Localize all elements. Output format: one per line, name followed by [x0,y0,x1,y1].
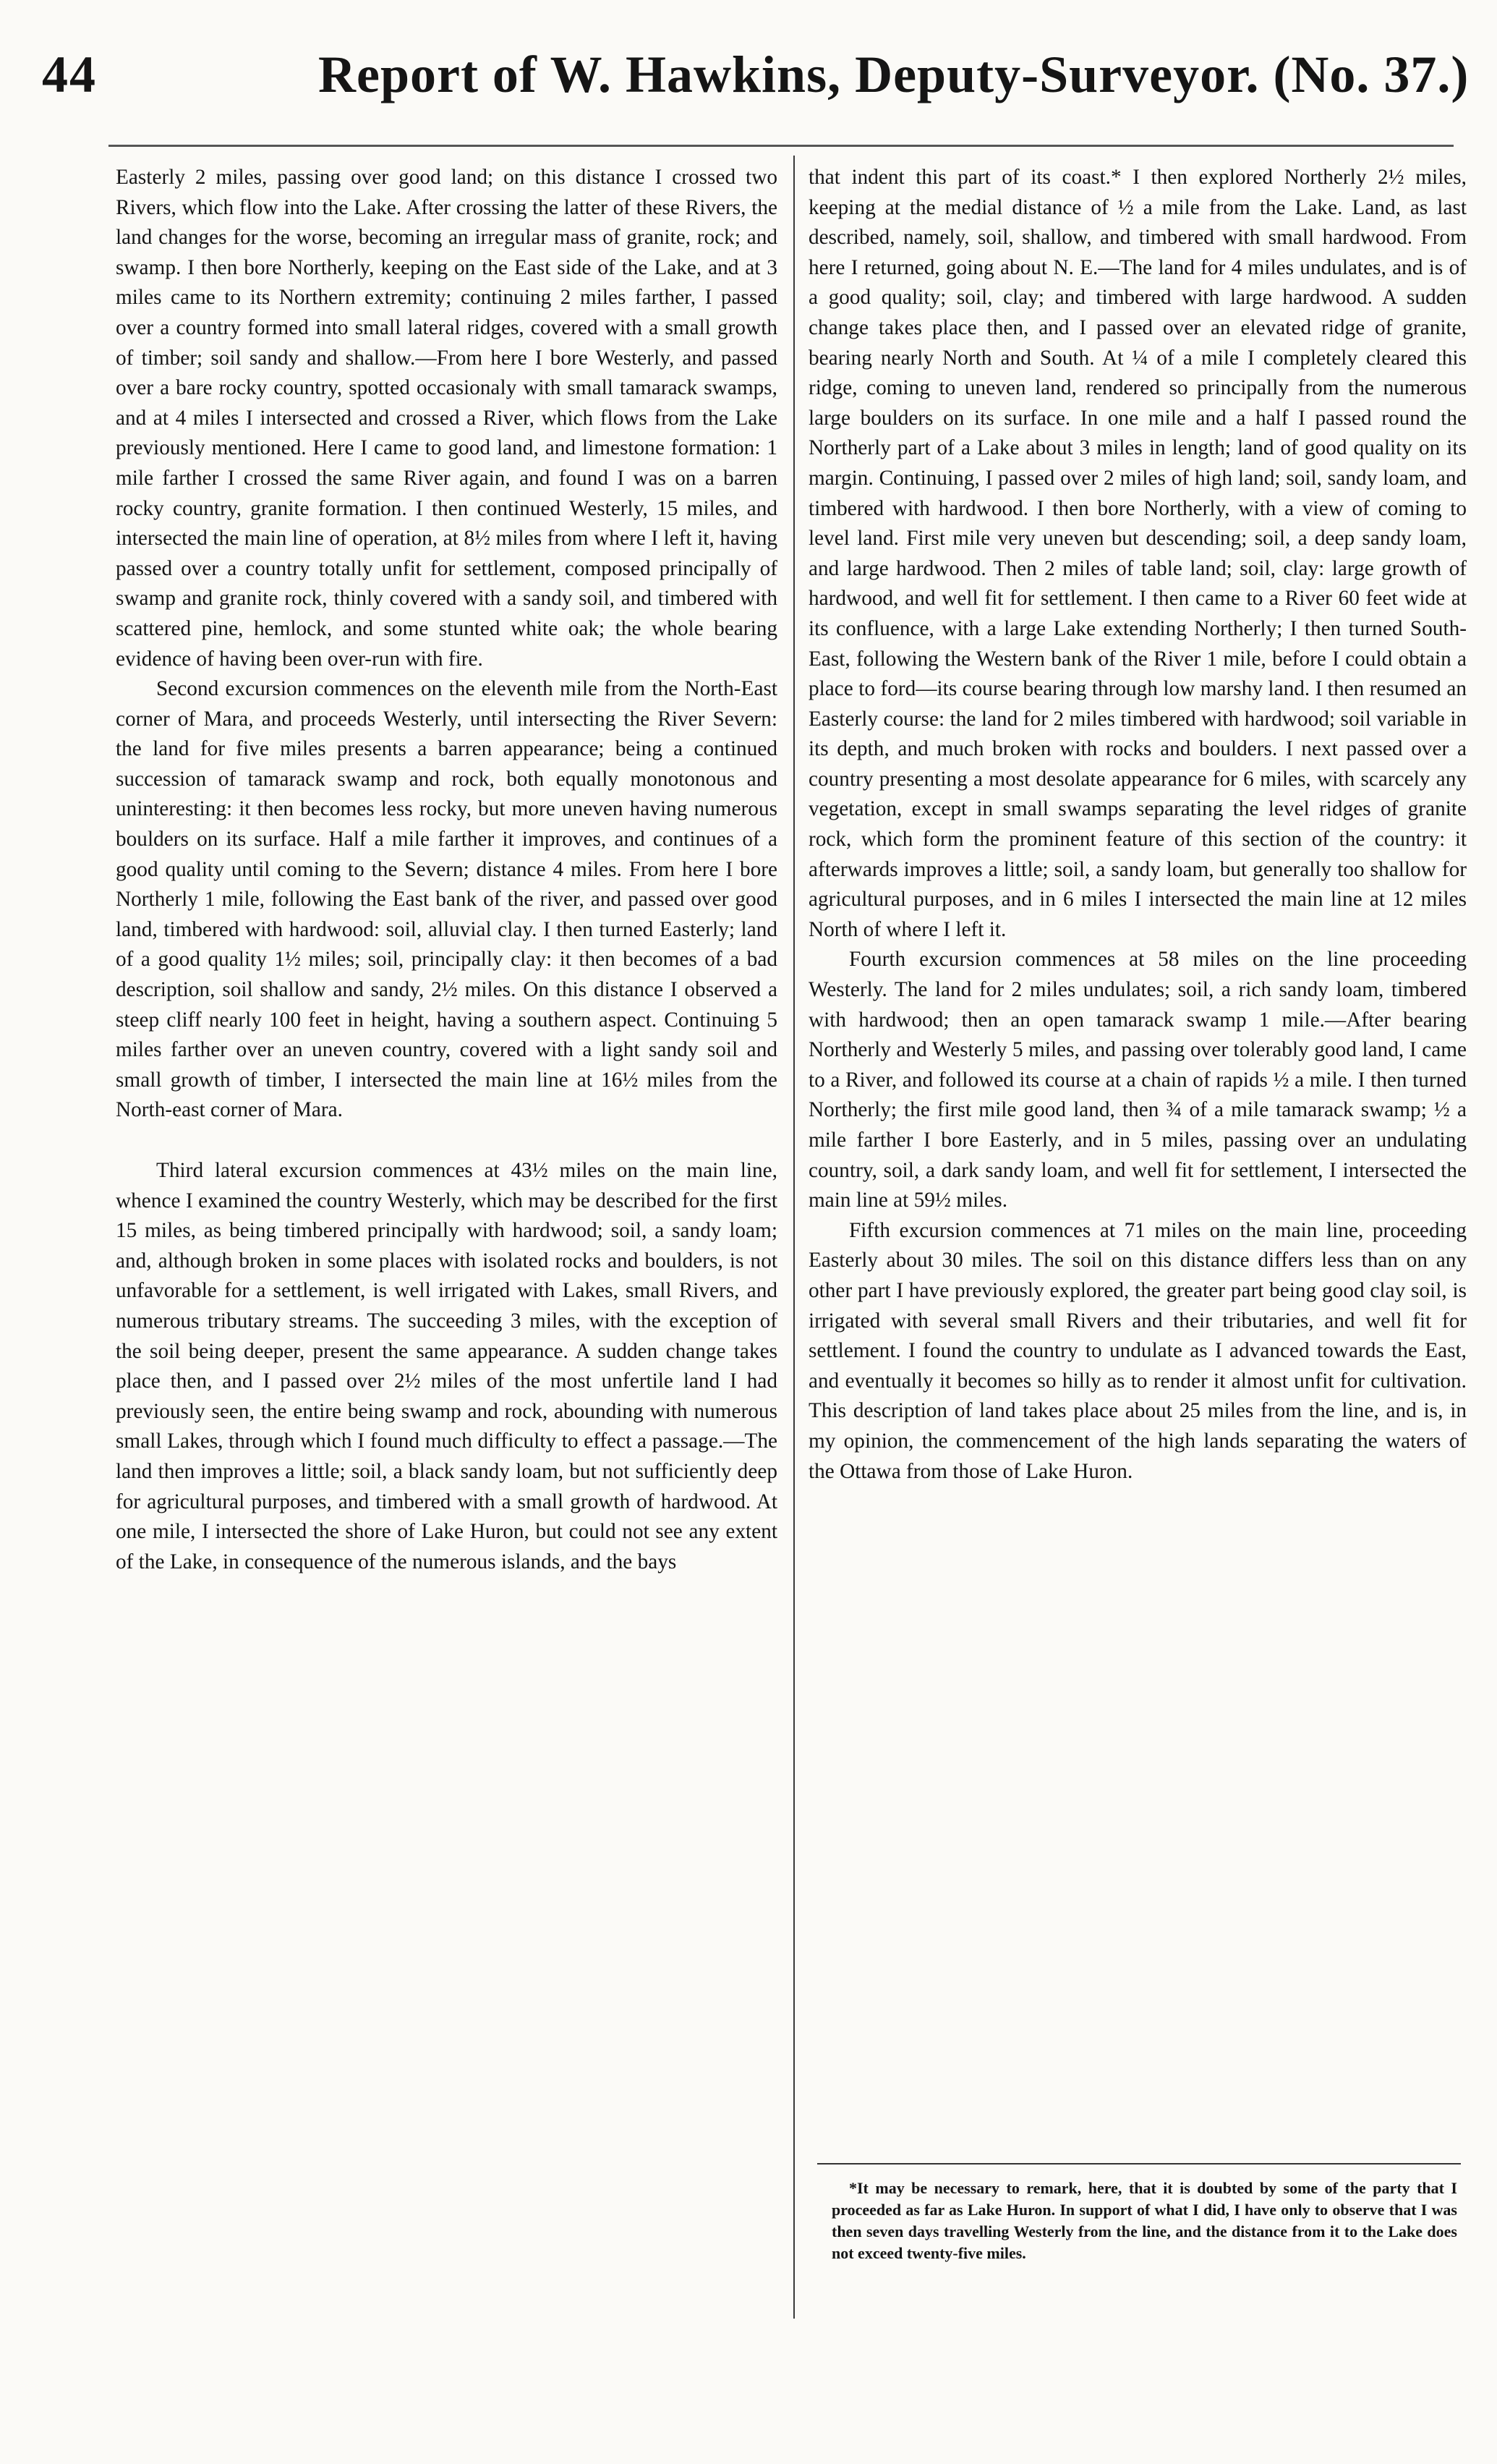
left-paragraph-1: Easterly 2 miles, passing over good land; on this distance I crossed two Rivers, which flow into the Lake. After crossing the latter of these Rivers, the land changes for the worse, becoming an irregular mass of granite, rock; and swamp. I then bore Northerly, keeping on the East side of the Lake, and at 3 miles came to its Northern extremity; continuing 2 miles farther, I passed over a country formed into small lateral ridges, covered with a small growth of timber; soil sandy and shallow.—From here I bore Westerly, and passed over a bare rocky country, spotted occasionaly with small tamarack swamps, and at 4 miles I intersected and crossed a River, which flows from the Lake previously mentioned. Here I came to good land, and limestone formation: 1 mile farther I crossed the same River again, and found I was on a barren rocky country, granite formation. I then continued Westerly, 15 miles, and intersected the main line of operation, at 8½ miles from where I left it, having passed over a country totally unfit for settlement, composed principally of swamp and granite rock, thinly covered with a sandy soil, and timbered with scattered pine, hemlock, and some stunted white oak; the whole bearing evidence of having been over-run with fire. [116,166,777,671]
footnote-rule [817,2163,1461,2165]
left-paragraph-2: Second excursion commences on the eleventh mile from the North-East corner of Mara, and proceeds Westerly, until intersecting the River Severn: the land for five miles presents a barren appearance; being a continued succession of tamarack swamp and rock, both equally monotonous and uninteresting: it then becomes less rocky, but more uneven having numerous boulders on its surface. Half a mile farther it improves, and continues of a good quality until coming to the Severn; distance 4 miles. From here I bore Northerly 1 mile, following the East bank of the river, and passed over good land, timbered with hardwood: soil, alluvial clay. I then turned Easterly; land of a good quality 1½ miles; soil, principally clay: it then becomes of a bad description, soil shallow and sandy, 2½ miles. On this distance I observed a steep cliff nearly 100 feet in height, having a southern aspect. Continuing 5 miles farther over an uneven country, covered with a light sandy soil and small growth of timber, I intersected the main line at 16½ miles from the North-east corner of Mara. [116,677,777,1122]
right-column [809,163,1467,1487]
right-paragraph-3: Fifth excursion commences at 71 miles on the main line, proceeding Easterly about 30 miles. The soil on this distance differs less than on any other part I have previously explored, the greater part being good clay soil, is irrigated with several small Rivers and their tributaries, and well fit for settlement. I found the country to undulate as I advanced towards the East, and eventually it becomes so hilly as to render it almost unfit for cultivation. This description of land takes place about 25 miles from the line, and is, in my opinion, the commencement of the high lands separating the waters of the Ottawa from those of Lake Huron. [809,1218,1467,1483]
page-title: Report of W. Hawkins, Deputy-Surveyor. (No. 37.) [318,46,1470,103]
page-number: 44 [42,46,97,103]
right-paragraph-2: Fourth excursion commences at 58 miles on the line proceeding Westerly. The land for 2 miles undulates; soil, a rich sandy loam, timbered with hardwood; then an open tamarack swamp 1 mile.—After bearing Northerly and Westerly 5 miles, and passing over tolerably good land, I came to a River, and followed its course at a chain of rapids ½ a mile. I then turned Northerly; the first mile good land, then ¾ of a mile tamarack swamp; ½ a mile farther I bore Easterly, and in 5 miles, passing over an undulating country, soil, a dark sandy loam, and well fit for settlement, I intersected the main line at 59½ miles. [809,948,1467,1212]
right-paragraph-1: that indent this part of its coast.* I then explored Northerly 2½ miles, keeping at the medial distance of ½ a mile from the Lake. Land, as last described, namely, soil, shallow, and timbered with small hardwood. From here I returned, going about N. E.—The land for 4 miles undulates, and is of a good quality; soil, clay; and timbered with large hardwood. A sudden change takes place then, and I passed over an elevated ridge of granite, bearing nearly North and South. At ¼ of a mile I completely cleared this ridge, coming to uneven land, rendered so principally from the numerous large boulders on its surface. In one mile and a half I passed round the Northerly part of a Lake about 3 miles in length; land of good quality on its margin. Continuing, I passed over 2 miles of high land; soil, sandy loam, and timbered with hardwood. I then bore Northerly, with a view of coming to level land. First mile very uneven but descending; soil, a deep sandy loam, and large hardwood. Then 2 miles of table land; soil, clay: large growth of hardwood, and well fit for settlement. I then came to a River 60 feet wide at its confluence, with a large Lake extending Northerly; I then turned South-East, following the Western bank of the River 1 mile, before I could obtain a place to ford—its course bearing through low marshy land. I then resumed an Easterly course: the land for 2 miles timbered with hardwood; soil variable in its depth, and much broken with rocks and boulders. I next passed over a country presenting a most desolate appearance for 6 miles, with scarcely any vegetation, except in small swamps separating the level ridges of granite rock, which form the prominent feature of this section of the country: it afterwards improves a little; soil, a sandy loam, but generally too shallow for agricultural purposes, and in 6 miles I intersected the main line at 12 miles North of where I left it. [809,166,1467,941]
left-paragraph-3: Third lateral excursion commences at 43½ miles on the main line, whence I examined the country Westerly, which may be described for the first 15 miles, as being timbered principally with hardwood; soil, a sandy loam; and, although broken in some places with isolated rocks and boulders, is not unfavorable for a settlement, is well irrigated with Lakes, small Rivers, and numerous tributary streams. The succeeding 3 miles, with the exception of the soil being deeper, present the same appearance. A sudden change takes place then, and I passed over 2½ miles of the most unfertile land I had previously seen, the entire being swamp and rock, abounding with numerous small Lakes, through which I found much difficulty to effect a passage.—The land then improves a little; soil, a black sandy loam, but not sufficiently deep for agricultural purposes, and timbered with a small growth of hardwood. At one mile, I intersected the shore of Lake Huron, but could not see any extent of the Lake, in consequence of the numerous islands, and the bays [116,1159,777,1573]
header-rule [108,145,1454,147]
footnote: *It may be necessary to remark, here, that it is doubted by some of the party that I proceeded as far as Lake Huron. In support of what I did, I have only to observe that I was then seven days travelling Westerly from the line, and the distance from it to the Lake does not exceed twenty-five miles. [832,2179,1457,2262]
column-divider [793,156,795,2319]
left-column [116,163,777,1577]
